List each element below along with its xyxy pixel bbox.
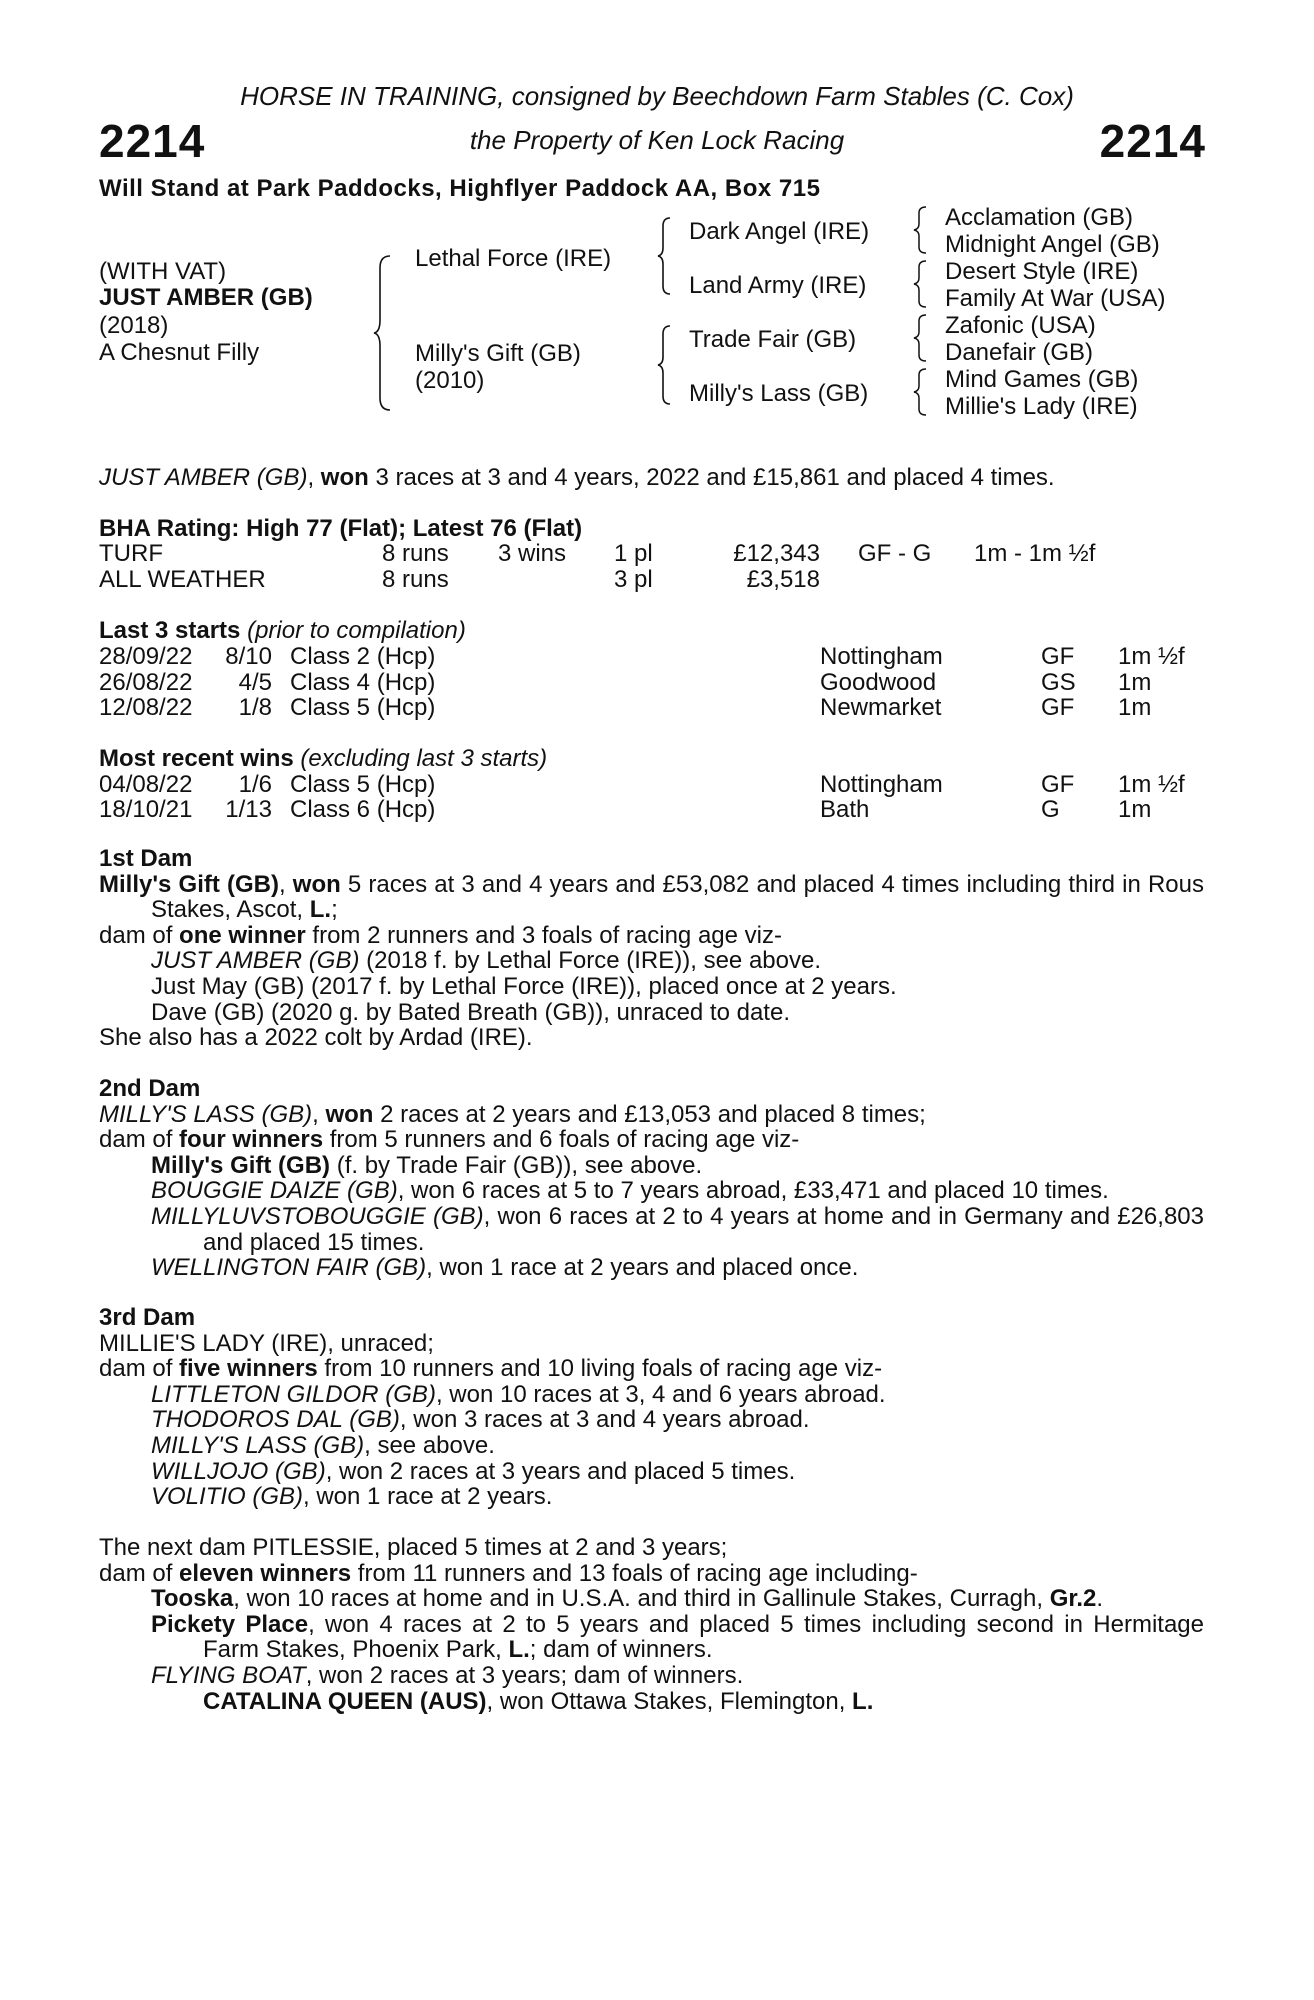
start-3-course: Newmarket (820, 694, 942, 721)
second-dam-winners: four winners (179, 1126, 324, 1154)
next-dam-foal-flying-boat (99, 1663, 1204, 1689)
third-dam-of-post: from 10 runners and 10 living foals of racing age viz- (317, 1355, 883, 1383)
aw-runs: 8 runs (382, 566, 449, 593)
foal-text: , won 6 races at 2 to 4 years at home and in Germany and £26,803 and placed 15 times. (203, 1202, 1204, 1256)
aw-label: ALL WEATHER (99, 566, 266, 593)
lot-number-left: 2214 (99, 115, 206, 167)
summary-record: 3 races at 3 and 4 years, 2022 and £15,861 and placed 4 times. (368, 464, 1055, 491)
next-dam-produce-line (99, 1561, 1204, 1587)
next-dam-line: The next dam PITLESSIE, placed 5 times at 2 and 3 years; (99, 1534, 728, 1561)
start-2-distance: 1m (1118, 669, 1152, 696)
start-1-course: Nottingham (820, 643, 943, 670)
first-dam-record: Milly's Gift (GB), won 5 races at 3 and 4 years and £53,082 and placed 4 times including third in Rous Stakes, Ascot, L.; (99, 870, 1204, 924)
last-starts-title: Last 3 starts (99, 617, 241, 644)
start-2-class: Class 4 (Hcp) (290, 669, 436, 696)
second-dam-won: won (325, 1100, 374, 1128)
first-dam-winners: one winner (179, 921, 306, 949)
turf-distance: 1m - 1m ½f (974, 540, 1096, 567)
third-dam-produce-line (99, 1356, 1204, 1382)
win-1-pos: 1/6 (238, 771, 272, 798)
pedigree-brace-main (372, 254, 394, 412)
win-2-class: Class 6 (Hcp) (290, 796, 436, 823)
turf-prize: £12,343 (733, 540, 820, 567)
consigned-line: HORSE IN TRAINING, consigned by Beechdown Farm Stables (C. Cox) (240, 81, 1074, 111)
third-dam-foal-1 (99, 1382, 1204, 1408)
foal-text: , won 2 races at 3 years; dam of winners. (305, 1661, 744, 1689)
foal-name: MILLY'S LASS (GB) (151, 1431, 365, 1459)
third-dam-heading: 3rd Dam (99, 1304, 196, 1331)
last-starts-heading (99, 618, 466, 644)
second-dam-record: MILLY'S LASS (GB), won 2 races at 2 years and £13,053 and placed 8 times; (99, 1100, 926, 1128)
property-line: the Property of Ken Lock Racing (469, 125, 845, 155)
foal-end: ; dam of winners. (529, 1636, 713, 1664)
first-dam-won: won (292, 870, 341, 898)
foal-name: THODOROS DAL (GB) (151, 1406, 400, 1434)
start-3-distance: 1m (1118, 694, 1152, 721)
third-dam-of-pre: dam of (99, 1355, 180, 1383)
win-2-date: 18/10/21 (99, 796, 193, 823)
foal-text: , won 4 races at 2 to 5 years and placed 5 times including second in Hermitage Farm Stakes, Phoenix Park, (203, 1610, 1204, 1664)
win-1-course: Nottingham (820, 771, 943, 798)
next-dam-of-post: from 11 runners and 13 foals of racing age including- (351, 1559, 918, 1587)
second-dam-section (99, 1076, 1204, 1281)
first-dam-record-end: ; (331, 896, 338, 924)
second-dam-heading: 2nd Dam (99, 1075, 201, 1102)
third-dam-foal-3 (99, 1433, 1204, 1459)
foal-text: , won 1 race at 2 years. (303, 1483, 553, 1511)
foal-grade: L. (852, 1687, 874, 1715)
third-dam-name-line: MILLIE'S LADY (IRE), unraced; (99, 1329, 434, 1357)
foal-name: Milly's Gift (GB) (151, 1151, 331, 1179)
aw-placed: 3 pl (614, 566, 653, 593)
first-dam-foal-3 (99, 1000, 1204, 1026)
first-dam-section (99, 846, 1204, 1051)
first-dam-record-text: 5 races at 3 and 4 years and £53,082 and placed 4 times including third in Rous Stakes, Ascot, (151, 870, 1204, 924)
foal-name: VOLITIO (GB) (151, 1483, 304, 1511)
next-dam-foal-tooska (99, 1586, 1204, 1612)
dam-dam: Milly's Lass (GB) (689, 380, 869, 407)
ggp-2: Midnight Angel (GB) (945, 231, 1160, 258)
foal-text: , won 3 races at 3 and 4 years abroad. (399, 1406, 810, 1434)
third-dam-winners: five winners (179, 1355, 318, 1383)
start-1-pos: 8/10 (225, 643, 272, 670)
foal-text: , won 2 races at 3 years and placed 5 times. (325, 1457, 796, 1485)
foal-text: , see above. (364, 1431, 495, 1459)
second-dam-foal-3 (99, 1204, 1204, 1255)
foal-text: (2017 f. by Lethal Force (IRE)), placed once at 2 years. (304, 972, 897, 1000)
start-1-class: Class 2 (Hcp) (290, 643, 436, 670)
dam-sire: Trade Fair (GB) (689, 326, 857, 353)
foal-text: , won Ottawa Stakes, Flemington, (486, 1687, 853, 1715)
summary-won: won (320, 464, 369, 491)
foal-text: (2018 f. by Lethal Force (IRE)), see above. (359, 947, 822, 975)
first-dam-foal-2 (99, 974, 1204, 1000)
ggp-3: Desert Style (IRE) (945, 258, 1139, 285)
ggp-6: Danefair (GB) (945, 339, 1094, 366)
recent-wins-heading (99, 746, 547, 772)
race-summary: JUST AMBER (GB), won 3 races at 3 and 4 years, 2022 and £15,861 and placed 4 times. (99, 464, 1055, 491)
first-dam-name: Milly's Gift (GB) (99, 870, 279, 898)
ggp-brace-2 (912, 259, 930, 309)
start-1-distance: 1m ½f (1118, 643, 1185, 670)
first-dam-also: She also has a 2022 colt by Ardad (IRE). (99, 1024, 533, 1052)
ggp-8: Millie's Lady (IRE) (945, 393, 1138, 420)
turf-going: GF - G (858, 540, 932, 567)
summary-horse-name: JUST AMBER (GB) (99, 464, 308, 491)
dam-brace (656, 324, 674, 406)
foal-text: , won 10 races at 3, 4 and 6 years abroad. (435, 1380, 886, 1408)
start-3-going: GF (1041, 694, 1075, 721)
ggp-brace-4 (912, 367, 930, 417)
start-1-going: GF (1041, 643, 1075, 670)
second-dam-foal-1 (99, 1153, 1204, 1179)
turf-runs: 8 runs (382, 540, 449, 567)
foal-name: LITTLETON GILDOR (GB) (151, 1380, 436, 1408)
next-dam-grandfoal-catalina (99, 1689, 1204, 1715)
first-dam-produce-line (99, 923, 1204, 949)
win-1-class: Class 5 (Hcp) (290, 771, 436, 798)
third-dam-foal-4 (99, 1459, 1204, 1485)
foal-text: , won 6 races at 5 to 7 years abroad, £33,471 and placed 10 times. (397, 1177, 1109, 1205)
last-starts-note: (prior to compilation) (240, 617, 466, 644)
ggp-7: Mind Games (GB) (945, 366, 1139, 393)
start-2-course: Goodwood (820, 669, 937, 696)
second-dam-foal-4 (99, 1255, 1204, 1281)
dam-year: (2010) (415, 367, 485, 394)
horse-year: (2018) (99, 312, 169, 339)
ggp-1: Acclamation (GB) (945, 204, 1134, 231)
foal-grade: L. (508, 1636, 530, 1664)
sire-name: Lethal Force (IRE) (415, 245, 612, 272)
foal-text: (2020 g. by Bated Breath (GB)), unraced to date. (264, 998, 790, 1026)
start-2-date: 26/08/22 (99, 669, 193, 696)
aw-prize: £3,518 (746, 566, 820, 593)
turf-label: TURF (99, 540, 163, 567)
next-dam-section (99, 1535, 1204, 1714)
second-dam-of-pre: dam of (99, 1126, 180, 1154)
next-dam-winners: eleven winners (179, 1559, 352, 1587)
start-2-pos: 4/5 (238, 669, 272, 696)
recent-wins-note: (excluding last 3 starts) (293, 745, 548, 772)
ggp-brace-3 (912, 313, 930, 363)
sire-brace (656, 216, 674, 296)
first-dam-foal-1 (99, 948, 1204, 974)
turf-wins: 3 wins (498, 540, 567, 567)
foal-grade: Gr.2 (1049, 1585, 1097, 1613)
win-2-going: G (1041, 796, 1060, 823)
foal-name: Just May (GB) (151, 972, 305, 1000)
first-dam-grade: L. (309, 896, 332, 924)
third-dam-section (99, 1305, 1204, 1510)
win-1-date: 04/08/22 (99, 771, 193, 798)
horse-description: A Chesnut Filly (99, 339, 260, 366)
foal-name: CATALINA QUEEN (AUS) (203, 1687, 487, 1715)
ggp-5: Zafonic (USA) (945, 312, 1096, 339)
foal-text: , won 1 race at 2 years and placed once. (426, 1254, 859, 1282)
first-dam-of-post: from 2 runners and 3 foals of racing age viz- (305, 921, 782, 949)
second-dam-produce-line (99, 1127, 1204, 1153)
foal-text: (f. by Trade Fair (GB)), see above. (330, 1151, 703, 1179)
first-dam-of-pre: dam of (99, 921, 180, 949)
win-2-course: Bath (820, 796, 870, 823)
start-3-date: 12/08/22 (99, 694, 193, 721)
third-dam-foal-5 (99, 1484, 1204, 1510)
foal-name: WELLINGTON FAIR (GB) (151, 1254, 427, 1282)
win-2-distance: 1m (1118, 796, 1152, 823)
next-dam-foal-pickety (99, 1612, 1204, 1663)
first-dam-heading: 1st Dam (99, 845, 193, 872)
win-1-going: GF (1041, 771, 1075, 798)
next-dam-of-pre: dam of (99, 1559, 180, 1587)
second-dam-of-post: from 5 runners and 6 foals of racing age viz- (323, 1126, 800, 1154)
vat-note: (WITH VAT) (99, 258, 227, 285)
horse-name: JUST AMBER (GB) (99, 284, 313, 311)
start-3-class: Class 5 (Hcp) (290, 694, 436, 721)
foal-name: MILLYLUVSTOBOUGGIE (GB) (151, 1202, 484, 1230)
recent-wins-title: Most recent wins (99, 745, 294, 772)
stand-location: Will Stand at Park Paddocks, Highflyer Paddock AA, Box 715 (99, 175, 821, 202)
foal-name: Pickety Place (151, 1610, 309, 1638)
second-dam-record-text: 2 races at 2 years and £13,053 and placed 8 times; (373, 1100, 926, 1128)
sire-sire: Dark Angel (IRE) (689, 218, 870, 245)
bha-rating-heading: BHA Rating: High 77 (Flat); Latest 76 (Flat) (99, 515, 583, 542)
foal-name: Dave (GB) (151, 998, 265, 1026)
start-2-going: GS (1041, 669, 1076, 696)
second-dam-name: MILLY'S LASS (GB) (99, 1100, 313, 1128)
foal-text: , won 10 races at home and in U.S.A. and third in Gallinule Stakes, Curragh, (233, 1585, 1050, 1613)
ggp-brace-1 (912, 205, 930, 255)
foal-end: . (1096, 1585, 1104, 1613)
dam-name: Milly's Gift (GB) (415, 340, 581, 367)
third-dam-foal-2 (99, 1407, 1204, 1433)
foal-name: WILLJOJO (GB) (151, 1457, 326, 1485)
lot-number-right: 2214 (1099, 115, 1206, 167)
foal-name: FLYING BOAT (151, 1661, 306, 1689)
foal-name: Tooska (151, 1585, 234, 1613)
foal-name: BOUGGIE DAIZE (GB) (151, 1177, 398, 1205)
sire-dam: Land Army (IRE) (689, 272, 867, 299)
win-2-pos: 1/13 (225, 796, 272, 823)
foal-name: JUST AMBER (GB) (151, 947, 360, 975)
start-1-date: 28/09/22 (99, 643, 193, 670)
second-dam-foal-2 (99, 1178, 1204, 1204)
ggp-4: Family At War (USA) (945, 285, 1166, 312)
win-1-distance: 1m ½f (1118, 771, 1185, 798)
turf-placed: 1 pl (614, 540, 653, 567)
start-3-pos: 1/8 (238, 694, 272, 721)
